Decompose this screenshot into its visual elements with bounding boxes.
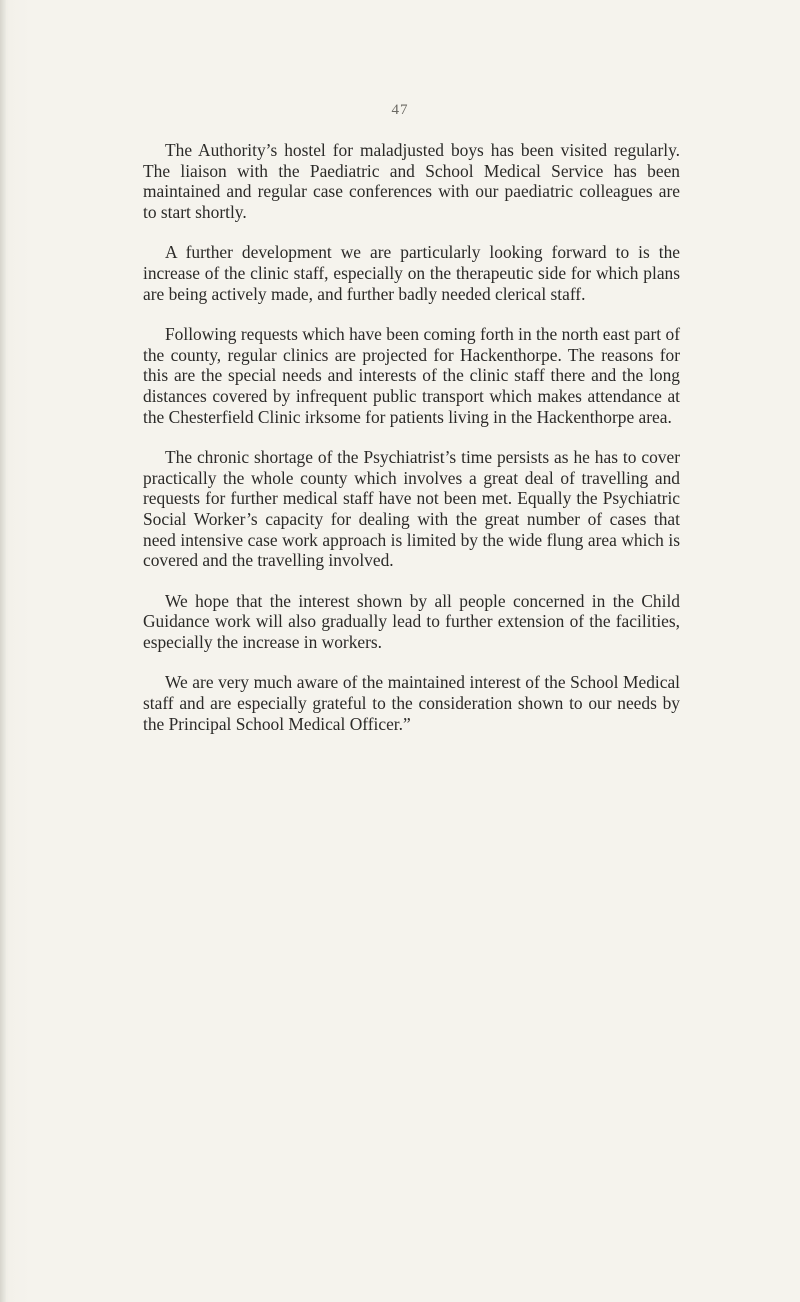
page-edge-shadow: [0, 0, 6, 1302]
paragraph-hostel: The Authority’s hostel for maladjusted boys has been visited regularly. The liaison with the Paediatric and School Medical Service has been maintained and regular case conferences with our paediatric colleagues are to start shortly.: [143, 140, 680, 222]
paragraph-child-guidance: We hope that the interest shown by all people concerned in the Child Guidance work will also gradually lead to further extension of the facilities, especially the increase in workers.: [143, 590, 680, 652]
paragraph-school-medical-staff: We are very much aware of the maintained interest of the School Medical staff and are especially grateful to the consideration shown to our needs by the Principal School Medical Officer.”: [143, 672, 680, 734]
paragraph-further-development: A further development we are particularly looking forward to is the increase of the clinic staff, especially on the therapeutic side for which plans are being actively made, and further badly needed clerical staff.: [143, 242, 680, 304]
body-text: [143, 140, 680, 754]
paragraph-psychiatrist-shortage: The chronic shortage of the Psychiatrist’s time persists as he has to cover practically the whole county which involves a great deal of travelling and requests for further medical staff have not been met. Equally the Psychiatric Social Worker’s capacity for dealing with the great number of cases that need intensive case work approach is limited by the wide flung area which is covered and the travelling involved.: [143, 447, 680, 571]
paragraph-hackenthorpe: Following requests which have been coming forth in the north east part of the county, regular clinics are projected for Hackenthorpe. The reasons for this are the special needs and interests of the clinic staff there and the long distances covered by infrequent public transport which makes attendance at the Chesterfield Clinic irksome for patients living in the Hackenthorpe area.: [143, 324, 680, 427]
page-number: 47: [391, 102, 409, 118]
